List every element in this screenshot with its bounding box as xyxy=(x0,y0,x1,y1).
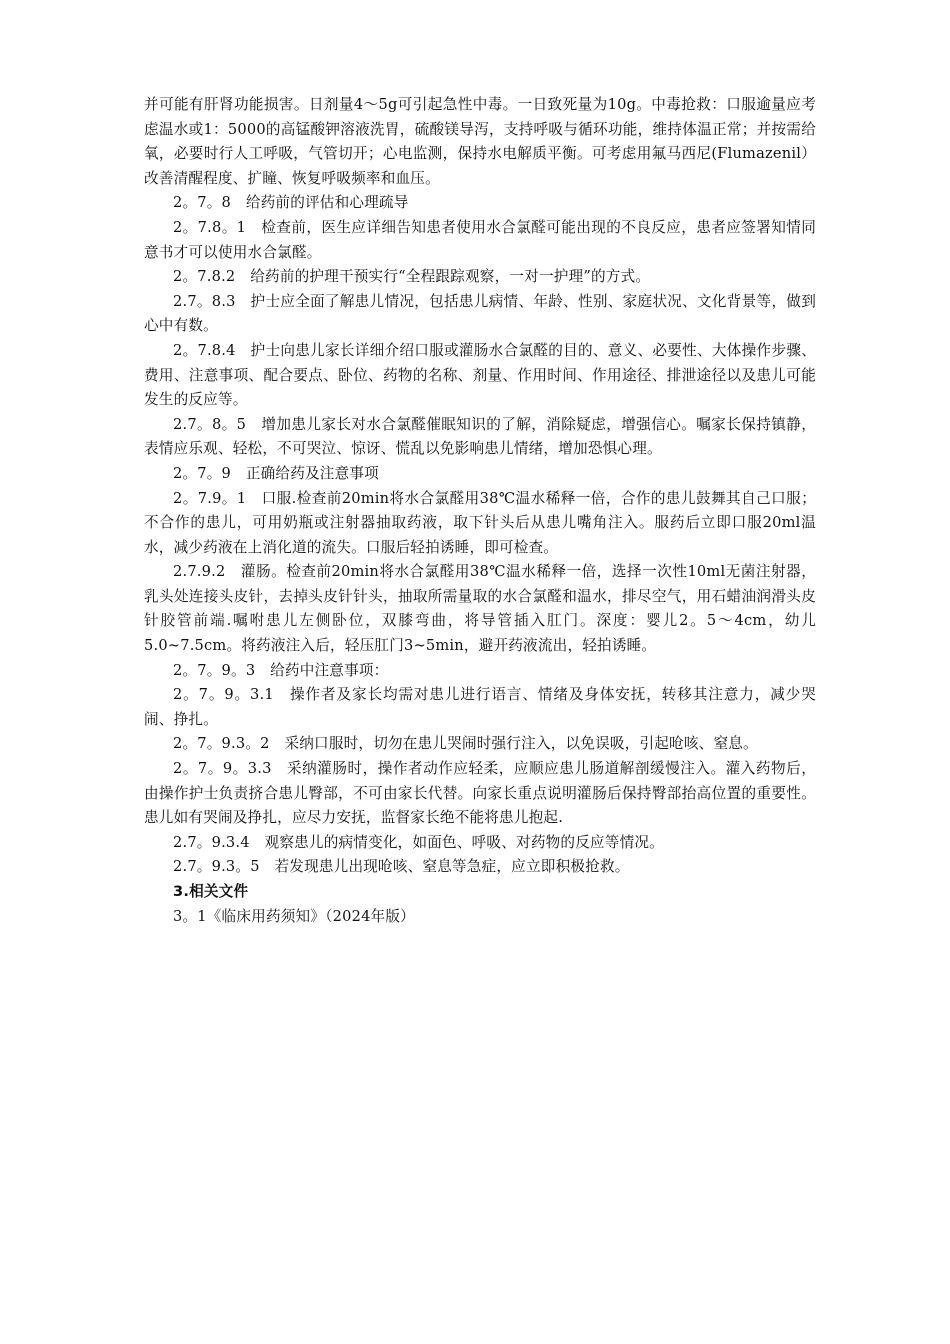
item-2-7-8-4: 2。7.8.4 护士向患儿家长详细介绍口服或灌肠水合氯醛的目的、意义、必要性、大体操作步骤、费用、注意事项、配合要点、卧位、药物的名称、剂量、作用时间、作用途径、排泄途径以及患儿可能发生的反应等。 xyxy=(144,341,816,409)
item-2-7-9-3: 2。7。9。3 给药中注意事项： xyxy=(173,661,389,679)
item-2-7-9-3-1: 2。7。9。3.1 操作者及家长均需对患儿进行语言、情绪及身体安抚，转移其注意力，减少哭闹、挣扎。 xyxy=(144,686,816,728)
section-2-7-8-title: 2。7。8 给药前的评估和心理疏导 xyxy=(173,194,409,212)
section-2-7-9-title: 2。7。9 正确给药及注意事项 xyxy=(173,464,379,482)
item-2-7-9-1: 2。7.9。1 口服.检查前20min将水合氯醛用38℃温水稀释一倍，合作的患儿鼓舞其自己口服；不合作的患儿，可用奶瓶或注射器抽取药液，取下针头后从患儿嘴角注入。服药后立即口服20ml温水，减少药液在上消化道的流失。口服后轻拍诱睡，即可检查。 xyxy=(144,489,816,556)
item-2-7-9-2: 2.7.9.2 灌肠。检查前20min将水合氯醛用38℃温水稀释一倍，选择一次性10ml无菌注射器，乳头处连接头皮针，去掉头皮针针头，抽取所需量取的水合氯醛和温水，排尽空气，用石蜡油润滑头皮针胶管前端.嘱咐患儿左侧卧位，双膝弯曲，将导管插入肛门。深度：婴儿2。5～4cm，幼儿5.0~7.5cm。将药液注入后，轻压肛门3~5min，避开药液流出，轻拍诱睡。 xyxy=(144,563,816,655)
reference-item: 3。1《临床用药须知》（2024年版） xyxy=(173,907,415,925)
document-page xyxy=(144,93,816,929)
item-2-7-9-3-2: 2。7。9.3。2 采纳口服时，切勿在患儿哭闹时强行注入，以免误吸，引起呛咳、窒息。 xyxy=(173,735,758,753)
item-2-7-8-5: 2.7。8。5 增加患儿家长对水合氯醛催眠知识的了解，消除疑虑，增强信心。嘱家长保持镇静，表情应乐观、轻松，不可哭泣、惊讶、慌乱以免影响患儿情绪，增加恐惧心理。 xyxy=(144,415,816,458)
related-documents-heading: 3.相关文件 xyxy=(173,883,249,900)
item-2-7-8-2: 2。7.8.2 给药前的护理干预实行“全程跟踪观察，一对一护理”的方式。 xyxy=(173,268,651,286)
item-2-7-9-3-3: 2。7。9。3.3 采纳灌肠时，操作者动作应轻柔，应顺应患儿肠道解剖缓慢注入。灌入药物后，由操作护士负责挤合患儿臀部，不可由家长代替。向家长重点说明灌肠后保持臀部抬高位置的重要性。患儿如有哭闹及挣扎，应尽力安抚，监督家长绝不能将患儿抱起. xyxy=(144,760,816,827)
item-2-7-8-1: 2。7.8。1 检查前，医生应详细告知患者使用水合氯醛可能出现的不良反应，患者应签署知情同意书才可以使用水合氯醛。 xyxy=(144,218,816,261)
item-2-7-8-3: 2.7。8.3 护士应全面了解患儿情况，包括患儿病情、年龄、性别、家庭状况、文化背景等，做到心中有数。 xyxy=(144,292,816,335)
overdose-paragraph: 并可能有肝肾功能损害。日剂量4～5g可引起急性中毒。一日致死量为10g。中毒抢救：口服逾量应考虑温水或1：5000的高锰酸钾溶液洗胃，硫酸镁导泻，支持呼吸与循环功能，维持体温正常；并按需给氧，必要时行人工呼吸，气管切开；心电监测，保持水电解质平衡。可考虑用氟马西尼(Flumazenil）改善清醒程度、扩瞳、恢复呼吸频率和血压。 xyxy=(144,96,816,187)
item-2-7-9-3-5: 2.7。9.3。5 若发现患儿出现呛咳、窒息等急症，应立即积极抢救。 xyxy=(173,858,630,876)
item-2-7-9-3-4: 2.7。9.3.4 观察患儿的病情变化，如面色、呼吸、对药物的反应等情况。 xyxy=(173,833,664,851)
